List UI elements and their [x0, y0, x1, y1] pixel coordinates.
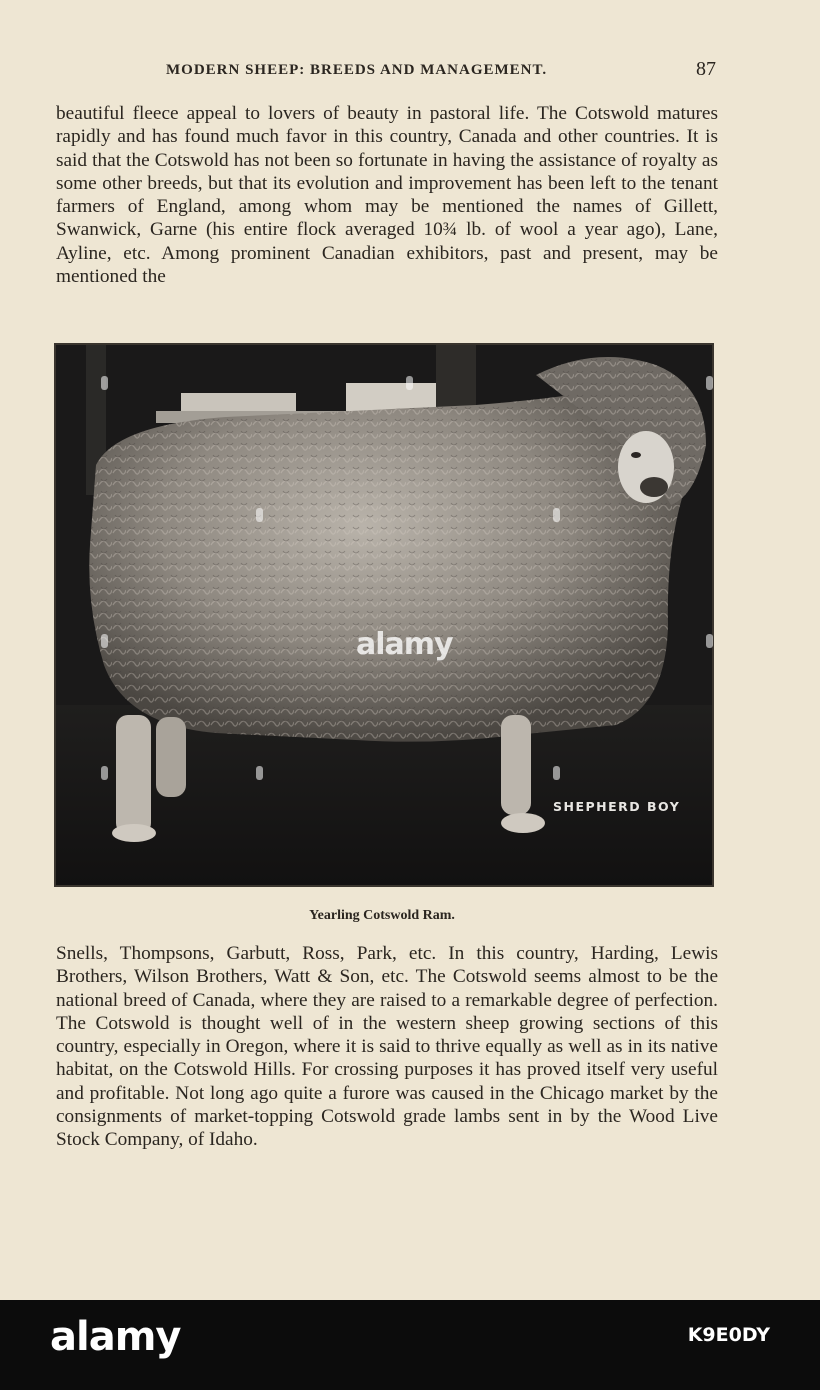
- watermark-dot: [553, 508, 560, 522]
- watermark-dot: [256, 766, 263, 780]
- brand-logo: alamy: [50, 1314, 181, 1360]
- paragraph-top: beautiful fleece appeal to lovers of beauty in pastoral life. The Cotswold matures rapidly and has found much favor in this country, Canada and other countries. It is said that the Cotswold has not been so fortunate in having the assistance of royalty as some other breeds, but that its evolution and improvement has been left to the tenant farmers of England, among whom may be mentioned the names of Gillett, Swanwick, Garne (his entire flock averaged 10¾ lb. of wool a year ago), Lane, Ayline, etc. Among prominent Canadian exhibitors, past and present, may be mentioned the: [56, 103, 718, 288]
- watermark-dot: [706, 376, 713, 390]
- sheep-photograph: [56, 345, 712, 885]
- watermark-dot: [406, 376, 413, 390]
- page-header: [56, 58, 716, 82]
- watermark-dot: [553, 766, 560, 780]
- plate-label: SHEPHERD BOY: [553, 799, 681, 814]
- photo-plate: [54, 343, 714, 887]
- running-title: MODERN SHEEP: BREEDS AND MANAGEMENT.: [166, 62, 548, 78]
- watermark-dot: [101, 634, 108, 648]
- paragraph-bottom: Snells, Thompsons, Garbutt, Ross, Park, etc. In this country, Harding, Lewis Brothers, Wilson Brothers, Watt & Son, etc. The Cotswold seems almost to be the national breed of Canada, where they are raised to a remarkable degree of perfection. The Cotswold is thought well of in the western sheep growing sections of this country, especially in Oregon, where it is said to thrive equally as well as in its native habitat, on the Cotswold Hills. For crossing purposes it has proved itself very useful and profitable. Not long ago quite a furore was caused in the Chicago market by the consignments of market-topping Cotswold grade lambs sent in by the Wood Live Stock Company, of Idaho.: [56, 943, 718, 1151]
- watermark-dot: [101, 766, 108, 780]
- image-id: K9E0DY: [687, 1324, 770, 1346]
- page-number: 87: [696, 58, 716, 80]
- watermark-dot: [101, 376, 108, 390]
- watermark-dot: [706, 634, 713, 648]
- watermark-dot: [256, 508, 263, 522]
- footer-bar: [0, 1300, 820, 1390]
- watermark-text: alamy: [356, 627, 453, 662]
- figure-caption: Yearling Cotswold Ram.: [309, 908, 455, 923]
